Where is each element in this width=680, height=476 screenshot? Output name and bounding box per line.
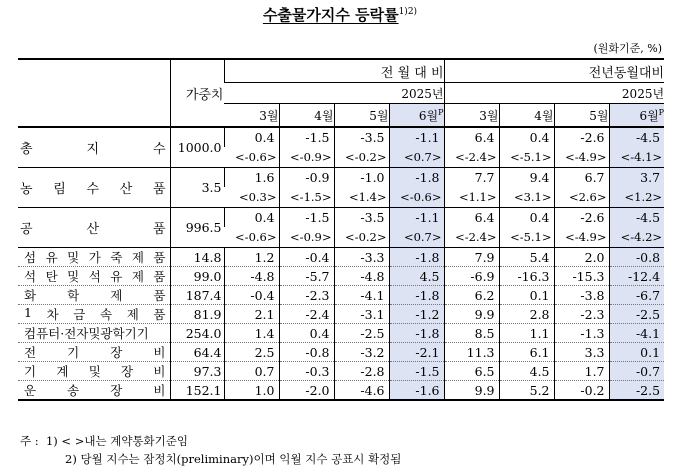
row-mom-contract-value: <-0.6> [389,187,444,208]
subrow-yoy-value: 4.5 [499,362,554,381]
subrow-mom-value: -1.2 [389,305,444,324]
row-mom-value: -1.5 [279,208,334,228]
subrow-name: 컴퓨터·전자및광학기기 [18,324,170,343]
subrow-name-letters: 1 차 금 속 제 품 [24,305,166,322]
subrow-yoy-value: 5.4 [499,248,554,267]
subrow-name-letters: 화 학 제 품 [24,288,166,303]
row-weight: 996.5 [170,208,224,248]
subrow-mom-value: 0.7 [224,362,279,381]
subrow-yoy-value: -3.8 [554,286,609,305]
table-row [18,381,664,401]
subrow-mom-value: -3.3 [334,248,389,267]
header-mom-month-1: 3월 [224,104,279,128]
row-yoy-value: 9.4 [499,168,554,188]
row-mom-value: -1.8 [389,168,444,188]
subrow-yoy-value: -0.7 [609,362,664,381]
row-yoy-contract-value: <1.1> [444,187,499,208]
subrow-yoy-value: 2.0 [554,248,609,267]
row-yoy-value: 6.7 [554,168,609,188]
subrow-name [18,305,170,324]
subrow-mom-value: 1.0 [224,381,279,401]
header-yoy-month-1: 3월 [444,104,499,128]
subrow-weight: 254.0 [170,324,224,343]
subrow-yoy-value: 1.1 [499,324,554,343]
subrow-name-letters: 전 기 장 비 [24,345,166,360]
subrow-mom-value: -0.4 [224,286,279,305]
subrow-mom-value: -4.6 [334,381,389,401]
row-name [18,127,170,168]
subrow-name-letters: 운 송 장 비 [24,383,166,398]
row-mom-contract-value: <0.7> [389,227,444,248]
subrow-yoy-value: 11.3 [444,343,499,362]
row-mom-value: 0.4 [224,208,279,228]
table-row [18,267,664,286]
row-mom-value: -3.5 [334,127,389,147]
table-row [18,168,664,188]
subrow-name [18,286,170,305]
subrow-yoy-value: 6.5 [444,362,499,381]
row-mom-contract-value: <1.4> [334,187,389,208]
subrow-mom-value: -2.0 [279,381,334,401]
row-yoy-contract-value: <-4.9> [554,147,609,168]
footnotes [20,432,401,468]
header-mom-month-2: 4월 [279,104,334,128]
subrow-yoy-value: -16.3 [499,267,554,286]
subrow-mom-value: -2.5 [334,324,389,343]
subrow-mom-value: -3.2 [334,343,389,362]
footnote-1: 주 : 1) < >내는 계약통화기준임 [20,434,188,448]
header-weight: 가중치 [170,59,224,127]
subrow-yoy-value: -1.3 [554,324,609,343]
subrow-mom-value: -4.8 [224,267,279,286]
title-text: 수출물가지수 등락률 [262,6,399,24]
subrow-mom-value: -0.3 [279,362,334,381]
header-mom-month-3: 5월 [334,104,389,128]
row-mom-contract-value: <-0.2> [334,147,389,168]
header-yoy-month-2: 4월 [499,104,554,128]
subrow-yoy-value: -0.2 [554,381,609,401]
subrow-yoy-value: 7.9 [444,248,499,267]
table-row [18,127,664,147]
subrow-weight: 97.3 [170,362,224,381]
row-yoy-value: -4.5 [609,127,664,147]
table-row [18,305,664,324]
subrow-mom-value: -4.8 [334,267,389,286]
subrow-yoy-value: -6.9 [444,267,499,286]
subrow-yoy-value: 6.2 [444,286,499,305]
table-row [18,362,664,381]
table-row [18,286,664,305]
row-yoy-value: 7.7 [444,168,499,188]
subrow-weight: 187.4 [170,286,224,305]
subrow-yoy-value: 3.3 [554,343,609,362]
row-mom-value: -1.5 [279,127,334,147]
table-row [18,208,664,228]
row-mom-value: 0.4 [224,127,279,147]
subrow-yoy-value: -2.5 [609,381,664,401]
row-name [18,168,170,208]
row-mom-value: -3.5 [334,208,389,228]
subrow-yoy-value: -12.4 [609,267,664,286]
subrow-mom-value: -5.7 [279,267,334,286]
subrow-yoy-value: 9.9 [444,305,499,324]
subrow-mom-value: -4.1 [334,286,389,305]
subrow-mom-value: -3.1 [334,305,389,324]
subrow-yoy-value: -6.7 [609,286,664,305]
prelim-mark: P [658,107,665,117]
row-yoy-value: 6.4 [444,127,499,147]
header-yoy: 전년동월대비 [444,59,664,83]
header-mom-month-4: 6월$^P$ [389,104,444,128]
row-yoy-contract-value: <-5.1> [499,147,554,168]
header-yoy-month-4: 6월$^P$ [609,104,664,128]
export-price-table [18,58,664,401]
row-mom-contract-value: <-0.6> [224,147,279,168]
subrow-yoy-value: -4.1 [609,324,664,343]
footnote-2: 2) 당월 지수는 잠정치(preliminary)이며 익월 지수 공표시 확정됨 [65,452,402,466]
row-yoy-contract-value: <-2.4> [444,147,499,168]
header-yoy-year: 2025년 [444,83,664,104]
subrow-yoy-value: 2.8 [499,305,554,324]
subrow-mom-value: 2.1 [224,305,279,324]
subrow-weight: 99.0 [170,267,224,286]
row-yoy-value: 0.4 [499,208,554,228]
title-footnote-marks: 1)2) [398,7,418,17]
row-mom-contract-value: <0.7> [389,147,444,168]
header-blank [18,59,170,127]
row-yoy-value: -4.5 [609,208,664,228]
row-yoy-value: -2.6 [554,127,609,147]
subrow-mom-value: -2.4 [279,305,334,324]
subrow-yoy-value: 6.1 [499,343,554,362]
row-weight: 1000.0 [170,127,224,168]
row-mom-contract-value: <-0.2> [334,227,389,248]
unit-label: (원화기준, %) [593,42,662,55]
row-name-letters: 총 지 수 [20,142,166,157]
subrow-yoy-value: 5.2 [499,381,554,401]
row-weight: 3.5 [170,168,224,208]
subrow-mom-value: 4.5 [389,267,444,286]
subrow-yoy-value: 9.9 [444,381,499,401]
subrow-mom-value: -1.6 [389,381,444,401]
table-row [18,248,664,267]
subrow-yoy-value: -2.5 [609,305,664,324]
row-mom-contract-value: <-0.9> [279,147,334,168]
subrow-yoy-value: -2.3 [554,305,609,324]
subrow-mom-value: 2.5 [224,343,279,362]
subrow-mom-value: -2.1 [389,343,444,362]
subrow-name [18,381,170,401]
row-yoy-contract-value: <-5.1> [499,227,554,248]
subrow-yoy-value: 1.7 [554,362,609,381]
row-mom-value: -1.0 [334,168,389,188]
subrow-mom-value: -1.5 [389,362,444,381]
subrow-mom-value: -1.8 [389,324,444,343]
header-mom: 전 월 대 비 [224,59,444,83]
row-mom-contract-value: <-0.6> [224,227,279,248]
subrow-mom-value: -0.8 [279,343,334,362]
subrow-name-letters: 섬 유 및 가 죽 제 품 [24,250,166,265]
row-yoy-contract-value: <-4.2> [609,227,664,248]
row-mom-value: -1.1 [389,127,444,147]
row-name-letters: 농 림 수 산 품 [20,182,166,197]
subrow-name [18,343,170,362]
header-mom-year: 2025년 [224,83,444,104]
subrow-name-letters: 기 계 및 장 비 [24,364,166,379]
subrow-weight: 152.1 [170,381,224,401]
subrow-mom-value: -2.3 [279,286,334,305]
row-yoy-value: 0.4 [499,127,554,147]
table-row [18,343,664,362]
row-yoy-value: 3.7 [609,168,664,188]
subrow-weight: 81.9 [170,305,224,324]
row-yoy-contract-value: <1.2> [609,187,664,208]
row-name-letters: 공 산 품 [20,222,166,237]
row-yoy-contract-value: <-2.4> [444,227,499,248]
subrow-mom-value: 1.2 [224,248,279,267]
header-yoy-month-3: 5월 [554,104,609,128]
subrow-yoy-value: -0.8 [609,248,664,267]
row-yoy-value: -2.6 [554,208,609,228]
subrow-yoy-value: 0.1 [499,286,554,305]
row-yoy-contract-value: <3.1> [499,187,554,208]
prelim-mark: P [438,107,444,117]
subrow-name [18,267,170,286]
subrow-mom-value: -0.4 [279,248,334,267]
subrow-mom-value: -2.8 [334,362,389,381]
subrow-mom-value: 0.4 [279,324,334,343]
subrow-mom-value: -1.8 [389,248,444,267]
subrow-name [18,248,170,267]
subrow-name [18,362,170,381]
subrow-mom-value: -1.8 [389,286,444,305]
row-mom-contract-value: <0.3> [224,187,279,208]
row-mom-value: -1.1 [389,208,444,228]
row-yoy-contract-value: <-4.1> [609,147,664,168]
row-yoy-contract-value: <2.6> [554,187,609,208]
row-yoy-contract-value: <-4.9> [554,227,609,248]
table-title [0,4,680,25]
row-mom-contract-value: <-0.9> [279,227,334,248]
row-yoy-value: 6.4 [444,208,499,228]
row-name [18,208,170,248]
subrow-weight: 64.4 [170,343,224,362]
row-mom-value: -0.9 [279,168,334,188]
table-row [18,324,664,343]
subrow-weight: 14.8 [170,248,224,267]
subrow-mom-value: 1.4 [224,324,279,343]
subrow-name-letters: 석 탄 및 석 유 제 품 [24,269,166,284]
subrow-yoy-value: -15.3 [554,267,609,286]
row-mom-contract-value: <-1.5> [279,187,334,208]
subrow-yoy-value: 0.1 [609,343,664,362]
row-mom-value: 1.6 [224,168,279,188]
subrow-yoy-value: 8.5 [444,324,499,343]
